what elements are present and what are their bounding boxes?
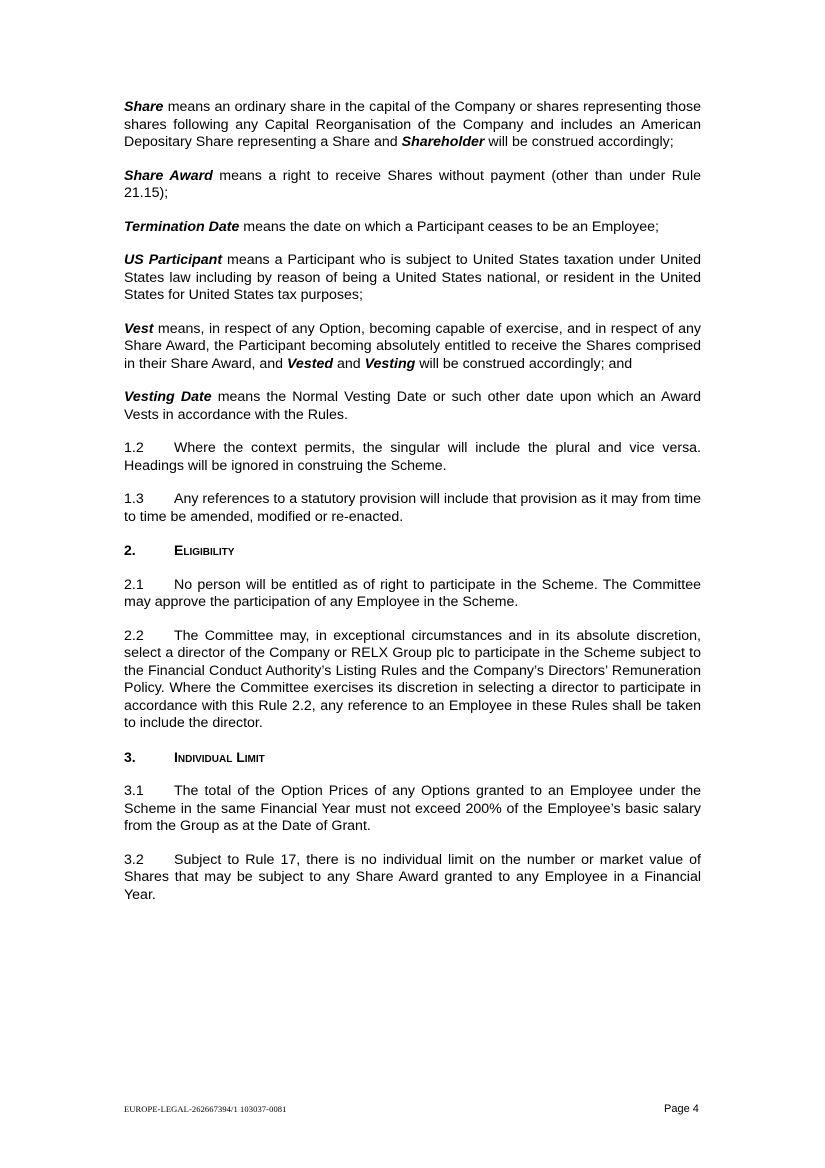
defined-term: Vested xyxy=(287,355,333,372)
page-number: Page 4 xyxy=(664,1103,699,1115)
clause-number: 2.2 xyxy=(124,627,144,644)
definition-us-participant xyxy=(124,252,701,305)
defined-term: Share Award xyxy=(124,167,213,184)
defined-term: Shareholder xyxy=(401,134,485,150)
clause-number: 1.3 xyxy=(124,491,144,507)
definition-text: will be construed accordingly; and xyxy=(415,355,633,372)
definition-share-award xyxy=(124,168,701,203)
definition-vesting-date xyxy=(124,389,701,424)
clause-3-1 xyxy=(124,783,701,836)
definition-text: and xyxy=(333,355,365,372)
defined-term: Vest xyxy=(124,320,154,337)
definition-text: means the date on which a Participant ceases to be an Employee; xyxy=(239,218,659,235)
definition-text: means a right to receive Shares without payment (other than under Rule 21.15); xyxy=(124,167,701,201)
definition-share xyxy=(124,99,701,152)
clause-number: 1.2 xyxy=(124,440,144,456)
clause-number: 3.1 xyxy=(124,783,144,799)
clause-text: No person will be entitled as of right to participate in the Scheme. The Committee may approve the participation of any Employee in the Scheme. xyxy=(124,576,701,610)
definition-text: means the Normal Vesting Date or such other date upon which an Award Vests in accordance with the Rules. xyxy=(124,389,701,423)
clause-2-1 xyxy=(124,577,701,612)
definition-text: will be construed accordingly; xyxy=(484,134,674,150)
definition-vest xyxy=(124,321,701,374)
definition-termination-date xyxy=(124,219,701,237)
definition-text: means an ordinary share in the capital of the Company or shares representing those shares following any Capital Reorganisation of the Company and includes an American Depositary Share representing a Share and xyxy=(124,99,701,150)
clause-3-2 xyxy=(124,852,701,905)
section-title: Individual Limit xyxy=(174,748,265,765)
clause-text: The total of the Option Prices of any Options granted to an Employee under the Scheme in the same Financial Year must not exceed 200% of the Employee’s basic salary from the Group as at the Date of Grant. xyxy=(124,783,701,834)
document-body xyxy=(124,99,701,920)
section-heading-eligibility xyxy=(124,542,701,561)
section-number: 2. xyxy=(124,542,136,558)
defined-term: Vesting Date xyxy=(124,389,212,405)
clause-text: The Committee may, in exceptional circumstances and in its absolute discretion, select a director of the Company or RELX Group plc to participate in the Scheme subject to the Financial Conduct Authority’s Listing Rules and the Company’s Directors’ Remuneration Policy. Where the Committee exercises its discretion in selecting a director to participate in accordance with this Rule 2.2, any reference to an Employee in these Rules shall be taken to include the director. xyxy=(124,627,701,731)
clause-text: Where the context permits, the singular will include the plural and vice versa. Headings will be ignored in construing the Scheme. xyxy=(124,440,701,474)
definition-text: means, in respect of any Option, becoming capable of exercise, and in respect of any Share Award, the Participant becoming absolutely entitled to receive the Shares comprised in their Share Award, and xyxy=(124,320,701,372)
section-number: 3. xyxy=(124,748,136,765)
section-heading-individual-limit xyxy=(124,749,701,768)
clause-2-2 xyxy=(124,628,701,733)
defined-term: Vesting xyxy=(364,355,416,372)
clause-text: Any references to a statutory provision will include that provision as it may from time to time be amended, modified or re-enacted. xyxy=(124,491,701,525)
clause-text: Subject to Rule 17, there is no individual limit on the number or market value of Shares that may be subject to any Share Award granted to any Employee in a Financial Year. xyxy=(124,851,701,903)
clause-1-3 xyxy=(124,491,701,526)
defined-term: Share xyxy=(124,99,164,115)
defined-term: Termination Date xyxy=(124,218,240,235)
definition-text: means a Participant who is subject to United States taxation under United States law including by reason of being a United States national, or resident in the United States for United States tax purposes; xyxy=(124,252,701,303)
clause-number: 3.2 xyxy=(124,851,144,868)
clause-1-2 xyxy=(124,440,701,475)
document-reference: EUROPE-LEGAL-262667394/1 103037-0081 xyxy=(124,1104,287,1114)
section-title: Eligibility xyxy=(174,542,235,558)
defined-term: US Participant xyxy=(124,252,223,268)
clause-number: 2.1 xyxy=(124,576,144,593)
